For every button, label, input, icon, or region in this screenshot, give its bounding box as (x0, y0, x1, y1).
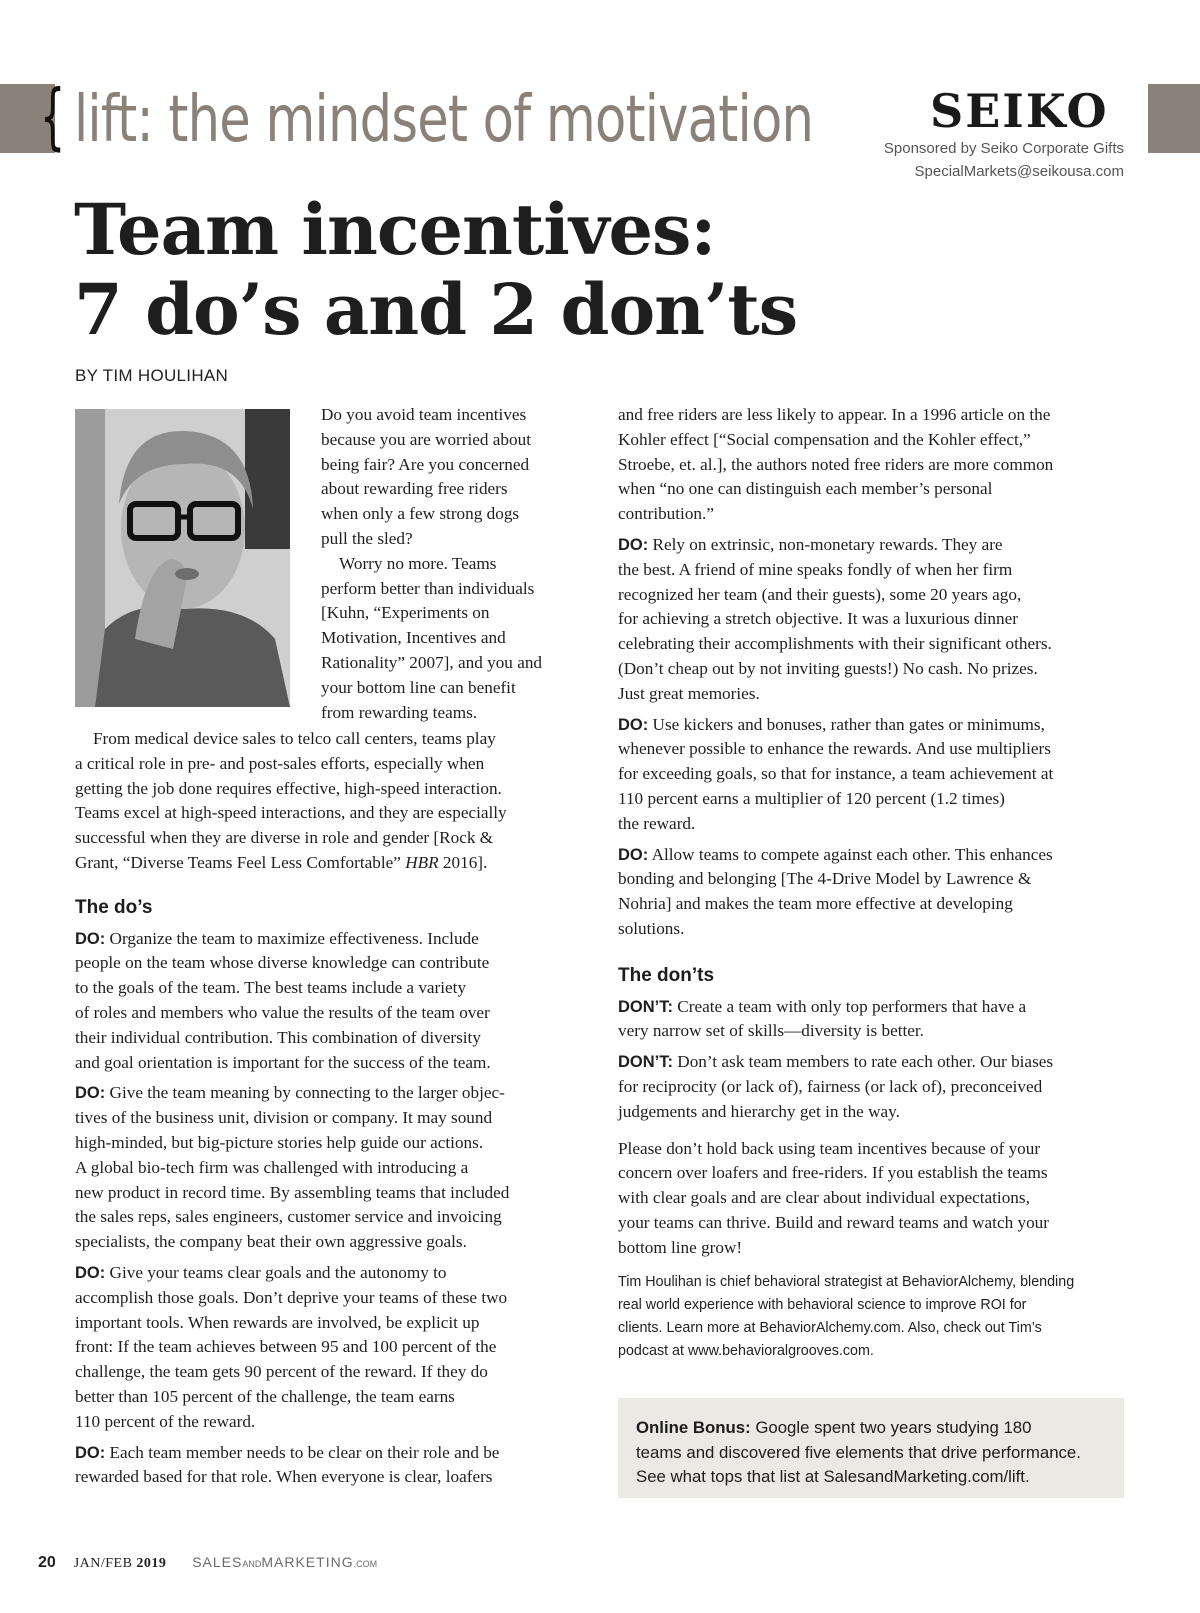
text-line: rewarded based for that role. When everyone is clear, loafers (75, 1467, 493, 1487)
do-item-2 (75, 1081, 585, 1255)
do-item-3 (75, 1261, 585, 1435)
do-item-5 (618, 533, 1138, 707)
do-label: DO: (618, 845, 649, 864)
sponsor-name: Sponsored by Seiko Corporate Gifts (883, 140, 1124, 157)
do-label: DO: (75, 929, 106, 948)
mag-com: .COM (353, 1559, 378, 1569)
text-line: pull the sled? (321, 528, 413, 548)
author-bio (618, 1271, 1138, 1363)
text-line: judgements and hierarchy get in the way. (618, 1101, 900, 1121)
text-line: Each team member needs to be clear on their role and be (105, 1442, 500, 1462)
text-line: about rewarding free riders (321, 479, 508, 499)
text-line: Rely on extrinsic, non-monetary rewards. They are (648, 534, 1003, 554)
text-line: successful when they are diverse in role and gender [Rock & (75, 828, 494, 848)
do-label: DO: (618, 715, 649, 734)
issue-year: 2019 (136, 1556, 167, 1571)
text-line: the sales reps, sales engineers, customer service and invoicing (75, 1207, 502, 1227)
text-line: [Kuhn, “Experiments on (321, 603, 490, 623)
do-item-4 (75, 1441, 585, 1491)
do-label: DO: (75, 1263, 106, 1282)
continued-paragraph (618, 403, 1138, 527)
text-line: real world experience with behavioral science to improve ROI for (618, 1296, 1027, 1313)
dont-item-2 (618, 1050, 1138, 1124)
text-line: See what tops that list at SalesandMarketing.com/lift. (636, 1467, 1030, 1486)
text-line: and goal orientation is important for the success of the team. (75, 1052, 491, 1072)
intro-wrap-text (321, 403, 581, 725)
text-line: A global bio-tech firm was challenged with introducing a (75, 1157, 469, 1177)
text-line: teams and discovered five elements that drive performance. (636, 1442, 1081, 1462)
do-item-6 (618, 713, 1138, 837)
text-line: a critical role in pre- and post-sales efforts, especially when (75, 753, 485, 773)
text-line: from rewarding teams. (321, 702, 478, 722)
text-line: From medical device sales to telco call centers, teams play (93, 729, 496, 748)
text-line: Give the team meaning by connecting to the larger objec- (105, 1083, 505, 1103)
seiko-logo: SEIKO (930, 84, 1109, 138)
text-line: Do you avoid team incentives (321, 405, 527, 424)
right-column-body (618, 403, 1138, 1363)
dont-label: DON’T: (618, 997, 673, 1016)
sponsor-email: SpecialMarkets@seikousa.com (914, 163, 1124, 180)
text-line: Organize the team to maximize effectiveness. Include (105, 928, 479, 948)
text-line: 110 percent of the reward. (75, 1411, 256, 1431)
page-footer (38, 1554, 377, 1572)
text-line: clients. Learn more at BehaviorAlchemy.com. Also, check out Tim’s (618, 1319, 1042, 1336)
text-line: the best. A friend of mine speaks fondly of when her firm (618, 559, 1013, 579)
text-line: and free riders are less likely to appear. In a 1996 article on the (618, 405, 1051, 424)
text-line: the reward. (618, 813, 696, 833)
text-line: Kohler effect [“Social compensation and the Kohler effect,” (618, 429, 1031, 449)
text-line: 2016]. (438, 852, 488, 872)
dont-label: DON’T: (618, 1053, 673, 1072)
intro-paragraph-1 (321, 403, 581, 552)
text-line: being fair? Are you concerned (321, 454, 530, 474)
text-line: very narrow set of skills—diversity is better. (618, 1021, 924, 1041)
text-line: Give your teams clear goals and the autonomy to (105, 1262, 447, 1282)
text-line: Please don’t hold back using team incentives because of your (618, 1138, 1041, 1158)
mag-marketing: MARKETING (261, 1554, 354, 1570)
text-line: concern over loafers and free-riders. If you establish the teams (618, 1163, 1048, 1183)
text-line: front: If the team achieves between 95 and 100 percent of the (75, 1337, 497, 1357)
text-line: for exceeding goals, so that for instance, a team achievement at (618, 764, 1054, 784)
text-line: high-minded, but big-picture stories help guide our actions. (75, 1132, 484, 1152)
mag-sales: SALES (192, 1554, 243, 1570)
text-line: Use kickers and bonuses, rather than gates or minimums, (648, 714, 1045, 734)
hbr-italic: HBR (405, 852, 439, 872)
dont-item-1 (618, 995, 1138, 1045)
text-line: accomplish those goals. Don’t deprive your teams of these two (75, 1287, 508, 1307)
text-line: your teams can thrive. Build and reward teams and watch your (618, 1212, 1049, 1232)
text-line: for reciprocity (or lack of), fairness (or lack of), preconceived (618, 1076, 1043, 1096)
text-line: perform better than individuals (321, 578, 535, 598)
text-line: bonding and belonging [The 4-Drive Model by Lawrence & (618, 869, 1032, 889)
text-line: when “no one can distinguish each member’s personal (618, 479, 993, 499)
text-line: because you are worried about (321, 429, 531, 449)
text-line: to the goals of the team. The best teams include a variety (75, 978, 467, 998)
text-line: their individual contribution. This combination of diversity (75, 1027, 481, 1047)
page-number: 20 (38, 1554, 56, 1571)
text-line: people on the team whose diverse knowledge can contribute (75, 953, 490, 973)
text-line: tives of the business unit, division or company. It may sound (75, 1108, 493, 1128)
do-item-1 (75, 927, 585, 1076)
section-title: lift: the mindset of motivation (74, 83, 814, 157)
text-line: bottom line grow! (618, 1237, 743, 1257)
byline: BY TIM HOULIHAN (75, 366, 229, 385)
text-line: Grant, “Diverse Teams Feel Less Comfortable” (75, 852, 406, 872)
text-line: specialists, the company beat their own aggressive goals. (75, 1232, 467, 1252)
text-line: whenever possible to enhance the rewards. And use multipliers (618, 739, 1051, 759)
mag-and: AND (242, 1559, 262, 1569)
donts-heading: The don’ts (618, 964, 715, 986)
text-line: getting the job done requires effective, high-speed interaction. (75, 778, 502, 798)
text-line: Just great memories. (618, 683, 760, 703)
bonus-label: Online Bonus: (636, 1418, 751, 1437)
text-line: podcast at www.behavioralgrooves.com. (618, 1342, 874, 1359)
text-line: solutions. (618, 918, 685, 938)
title-line-1: Team incentives: (74, 188, 716, 271)
do-label: DO: (618, 535, 649, 554)
text-line: Stroebe, et. al.], the authors noted free riders are more common (618, 454, 1054, 474)
text-line: Google spent two years studying 180 (750, 1418, 1032, 1437)
text-line: 110 percent earns a multiplier of 120 percent (1.2 times) (618, 788, 1005, 808)
text-line: when only a few strong dogs (321, 504, 520, 524)
left-column-body (75, 727, 585, 1490)
text-line: for achieving a stretch objective. It was a luxurious dinner (618, 609, 1018, 629)
text-line: Worry no more. Teams (339, 553, 497, 573)
text-line: of roles and members who value the results of the team over (75, 1002, 490, 1022)
intro-paragraph-2 (321, 552, 581, 726)
sponsor-block (884, 137, 1124, 183)
section-bracket: { (40, 74, 66, 158)
text-line: Nohria] and makes the team more effective at developing (618, 894, 1013, 914)
issue-month: JAN/FEB (73, 1556, 133, 1571)
text-line: Teams excel at high-speed interactions, and they are especially (75, 803, 507, 823)
do-item-7 (618, 843, 1138, 942)
text-line: with clear goals and are clear about individual expectations, (618, 1188, 1030, 1208)
dos-heading: The do’s (75, 896, 153, 918)
article-title (74, 190, 797, 350)
do-label: DO: (75, 1443, 106, 1462)
text-line: Allow teams to compete against each other. This enhances (648, 844, 1053, 864)
text-line: Don’t ask team members to rate each other. Our biases (673, 1052, 1054, 1072)
do-label: DO: (75, 1084, 106, 1103)
text-line: new product in record time. By assembling teams that included (75, 1182, 510, 1202)
text-line: important tools. When rewards are involved, be explicit up (75, 1312, 480, 1332)
text-line: better than 105 percent of the challenge, the team earns (75, 1386, 455, 1406)
text-line: (Don’t cheap out by not inviting guests!) No cash. No prizes. (618, 658, 1038, 678)
closing-paragraph (618, 1137, 1138, 1261)
text-line: Motivation, Incentives and (321, 628, 506, 648)
text-line: celebrating their accomplishments with their significant others. (618, 634, 1052, 654)
text-line: Tim Houlihan is chief behavioral strategist at BehaviorAlchemy, blending (618, 1273, 1075, 1290)
text-line: contribution.” (618, 504, 714, 524)
text-line: Create a team with only top performers that have a (673, 996, 1027, 1016)
title-line-2: 7 do’s and 2 don’ts (74, 268, 798, 351)
online-bonus-box (618, 1398, 1124, 1498)
author-portrait-illustration (75, 409, 290, 707)
text-line: Rationality” 2007], and you and (321, 652, 543, 672)
magazine-name (192, 1554, 377, 1570)
author-photo (75, 409, 290, 707)
text-line: recognized her team (and their guests), some 20 years ago, (618, 584, 1022, 604)
header-band-right (1148, 84, 1200, 153)
text-line: challenge, the team gets 90 percent of the reward. If they do (75, 1362, 488, 1382)
text-line: your bottom line can benefit (321, 677, 516, 697)
intro-paragraph-3 (75, 727, 585, 876)
